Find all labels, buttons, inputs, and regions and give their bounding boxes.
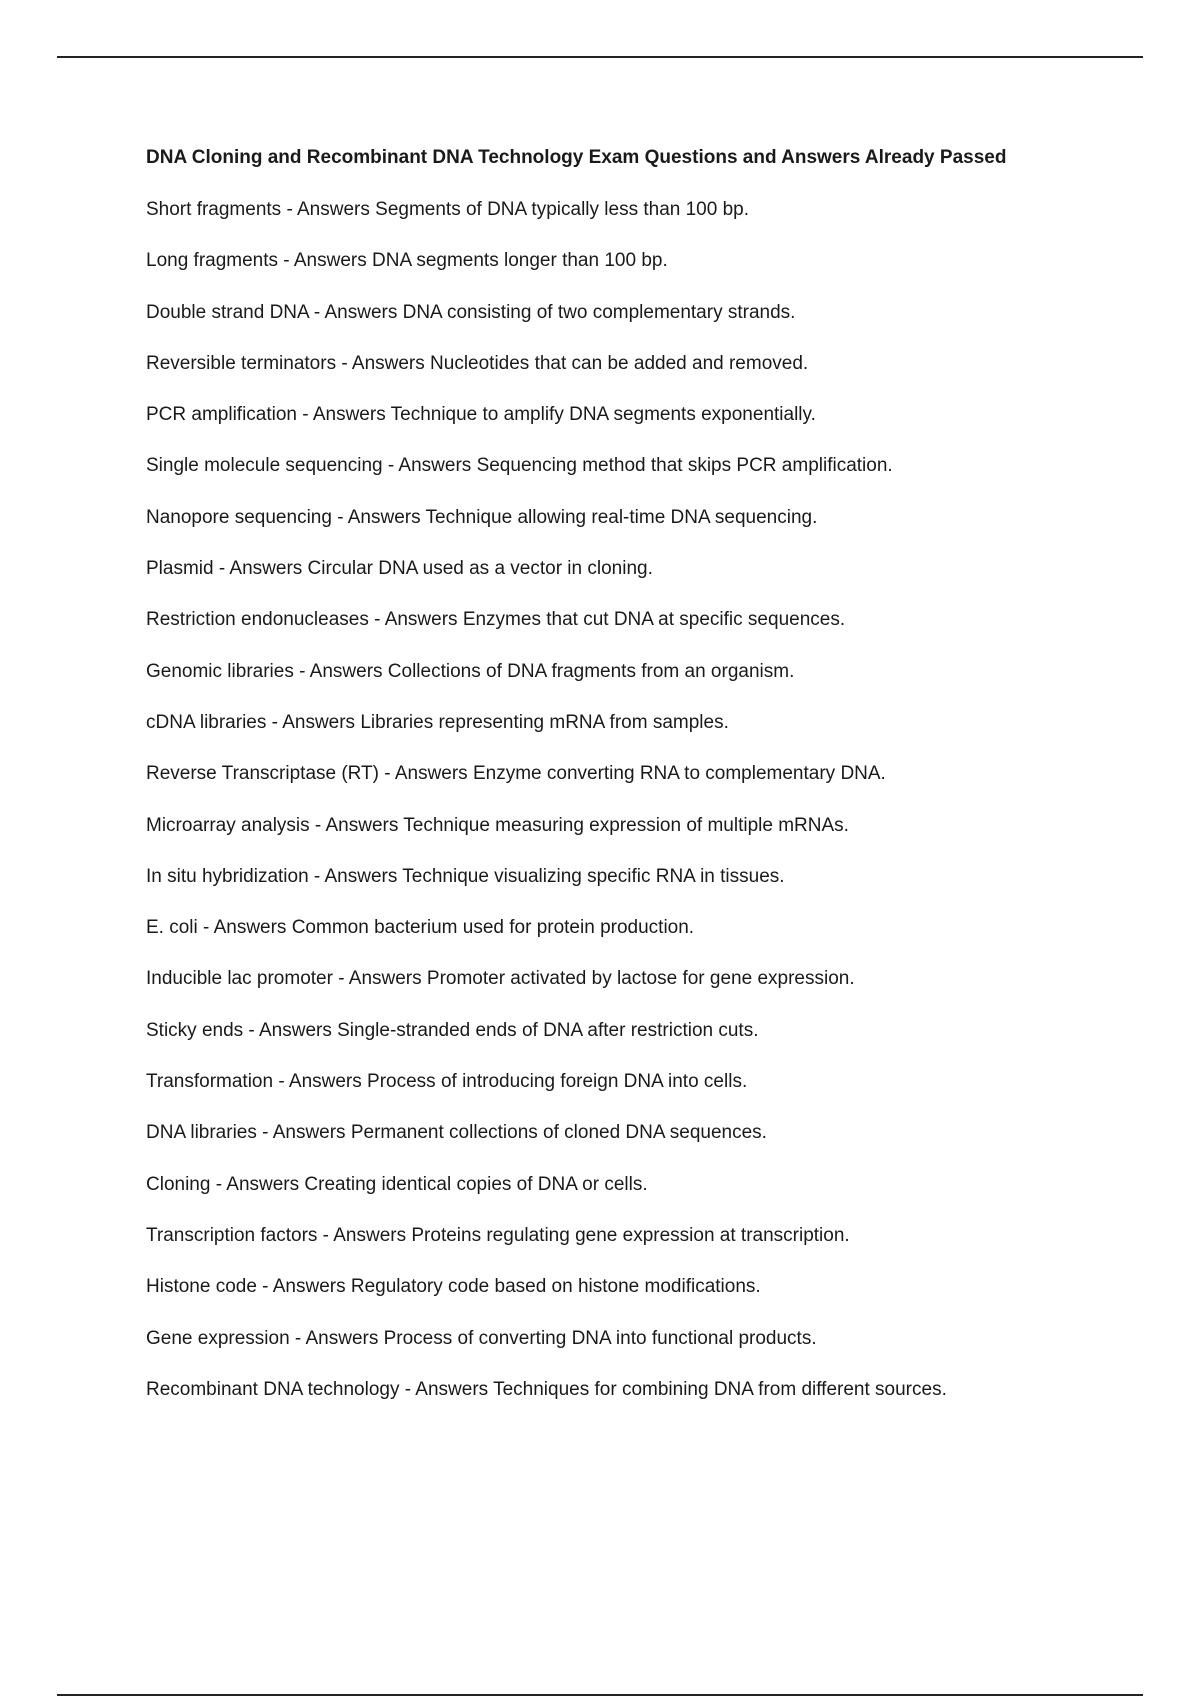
qa-item: PCR amplification - Answers Technique to amplify DNA segments exponentially. <box>146 404 816 426</box>
qa-item: In situ hybridization - Answers Technique visualizing specific RNA in tissues. <box>146 865 785 887</box>
qa-item: Nanopore sequencing - Answers Technique allowing real-time DNA sequencing. <box>146 506 818 528</box>
document-title: DNA Cloning and Recombinant DNA Technology Exam Questions and Answers Already Passed <box>146 147 1007 168</box>
bottom-rule <box>57 1694 1143 1696</box>
qa-item: Genomic libraries - Answers Collections of DNA fragments from an organism. <box>146 660 795 682</box>
qa-item: Plasmid - Answers Circular DNA used as a vector in cloning. <box>146 558 653 580</box>
qa-item: E. coli - Answers Common bacterium used for protein production. <box>146 917 695 939</box>
qa-item: Recombinant DNA technology - Answers Techniques for combining DNA from different sources. <box>146 1378 947 1400</box>
qa-item: Histone code - Answers Regulatory code based on histone modifications. <box>146 1276 761 1298</box>
qa-item: Reversible terminators - Answers Nucleotides that can be added and removed. <box>146 352 809 374</box>
qa-item: Microarray analysis - Answers Technique measuring expression of multiple mRNAs. <box>146 814 849 836</box>
qa-item: cDNA libraries - Answers Libraries representing mRNA from samples. <box>146 711 729 733</box>
qa-item: Cloning - Answers Creating identical copies of DNA or cells. <box>146 1173 648 1195</box>
qa-item: Single molecule sequencing - Answers Sequencing method that skips PCR amplification. <box>146 455 893 477</box>
top-rule <box>57 56 1143 58</box>
qa-item: DNA libraries - Answers Permanent collections of cloned DNA sequences. <box>146 1122 767 1144</box>
qa-item: Inducible lac promoter - Answers Promoter activated by lactose for gene expression. <box>146 968 855 990</box>
document-body <box>146 146 1086 1429</box>
qa-item: Long fragments - Answers DNA segments longer than 100 bp. <box>146 250 668 272</box>
qa-item: Transcription factors - Answers Proteins regulating gene expression at transcription. <box>146 1224 850 1246</box>
qa-item: Short fragments - Answers Segments of DNA typically less than 100 bp. <box>146 199 750 220</box>
qa-item: Restriction endonucleases - Answers Enzymes that cut DNA at specific sequences. <box>146 609 846 631</box>
qa-item: Double strand DNA - Answers DNA consisting of two complementary strands. <box>146 301 796 323</box>
qa-item: Transformation - Answers Process of introducing foreign DNA into cells. <box>146 1071 748 1093</box>
qa-item: Reverse Transcriptase (RT) - Answers Enzyme converting RNA to complementary DNA. <box>146 763 886 785</box>
qa-item: Gene expression - Answers Process of converting DNA into functional products. <box>146 1327 817 1349</box>
qa-list <box>146 198 1086 1402</box>
qa-item: Sticky ends - Answers Single-stranded ends of DNA after restriction cuts. <box>146 1019 759 1041</box>
